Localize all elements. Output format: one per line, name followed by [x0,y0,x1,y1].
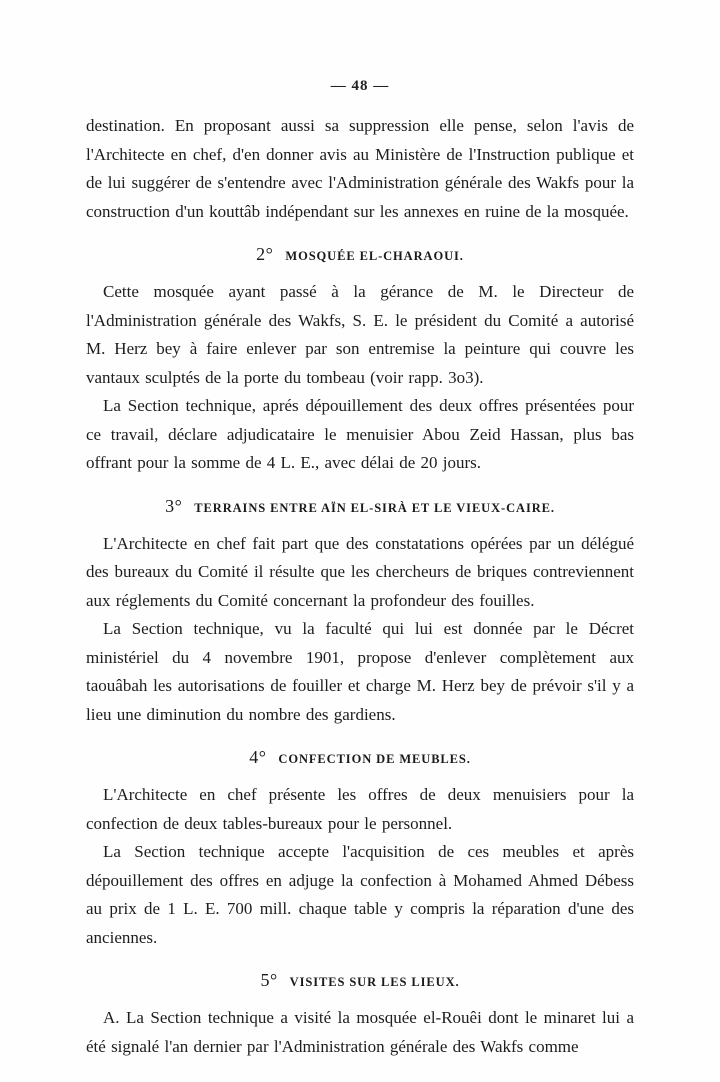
heading-title: CONFECTION DE MEUBLES. [278,752,471,766]
heading-title: TERRAINS ENTRE AÏN EL-SIRÀ ET LE VIEUX-CAIRE. [194,500,555,515]
section-heading [86,968,634,993]
paragraph: Cette mosquée ayant passé à la gérance de M. le Directeur de l'Administration générale des Wakfs, S. E. le président du Comité a autorisé M. Herz bey à faire enlever par son entremise la peinture qui couvre les vantaux sculptés de la porte du tombeau (voir rapp. 3o3). [86,282,634,387]
paragraph: L'Architecte en chef présente les offres de deux menuisiers pour la confection de deux tables-bureaux pour le personnel. [86,785,634,833]
section-heading [86,745,634,770]
paragraph: La Section technique accepte l'acquisition de ces meubles et après dépouillement des offres en adjuge la confection à Mohamed Ahmed Débess au prix de 1 L. E. 700 mill. chaque table y compris la réparation d'une des anciennes. [86,842,634,947]
paragraph: L'Architecte en chef fait part que des constatations opérées par un délégué des bureaux du Comité il résulte que les chercheurs de briques contreviennent aux réglements du Comité concernant la profondeur des fouilles. [86,533,634,610]
paragraph: La Section technique, vu la faculté qui lui est donnée par le Décret ministériel du 4 novembre 1901, propose d'enlever complètement aux taouâbah les autorisations de fouiller et charge M. Herz bey de prévoir s'il y a lieu une diminution du nombre des gardiens. [86,619,634,724]
paragraph: destination. En proposant aussi sa suppression elle pense, selon l'avis de l'Architecte en chef, d'en donner avis au Ministère de l'Instruction publique et de lui suggérer de s'entendre avec l'Administration générale des Wakfs pour la construction d'un kouttâb indépendant sur les annexes en ruine de la mosquée. [86,116,634,221]
page-number: — 48 — [330,78,390,94]
paragraph: La Section technique, aprés dépouillement des deux offres présentées pour ce travail, déclare adjudicataire le menuisier Abou Zeid Hassan, plus bas offrant pour la somme de 4 L. E., avec délai de 20 jours. [86,396,634,472]
heading-number: 4° [249,747,267,767]
heading-title: VISITES SUR LES LIEUX. [289,975,460,989]
section-heading [86,242,634,267]
heading-title: MOSQUÉE EL-CHARAOUI. [285,249,464,263]
section-heading [86,494,634,519]
paragraph: A. La Section technique a visité la mosquée el-Rouêi dont le minaret lui a été signalé l'an dernier par l'Administration générale des Wakfs comme [86,1008,634,1056]
heading-number: 2° [256,244,274,264]
heading-number: 5° [260,970,278,990]
heading-number: 3° [165,495,183,516]
